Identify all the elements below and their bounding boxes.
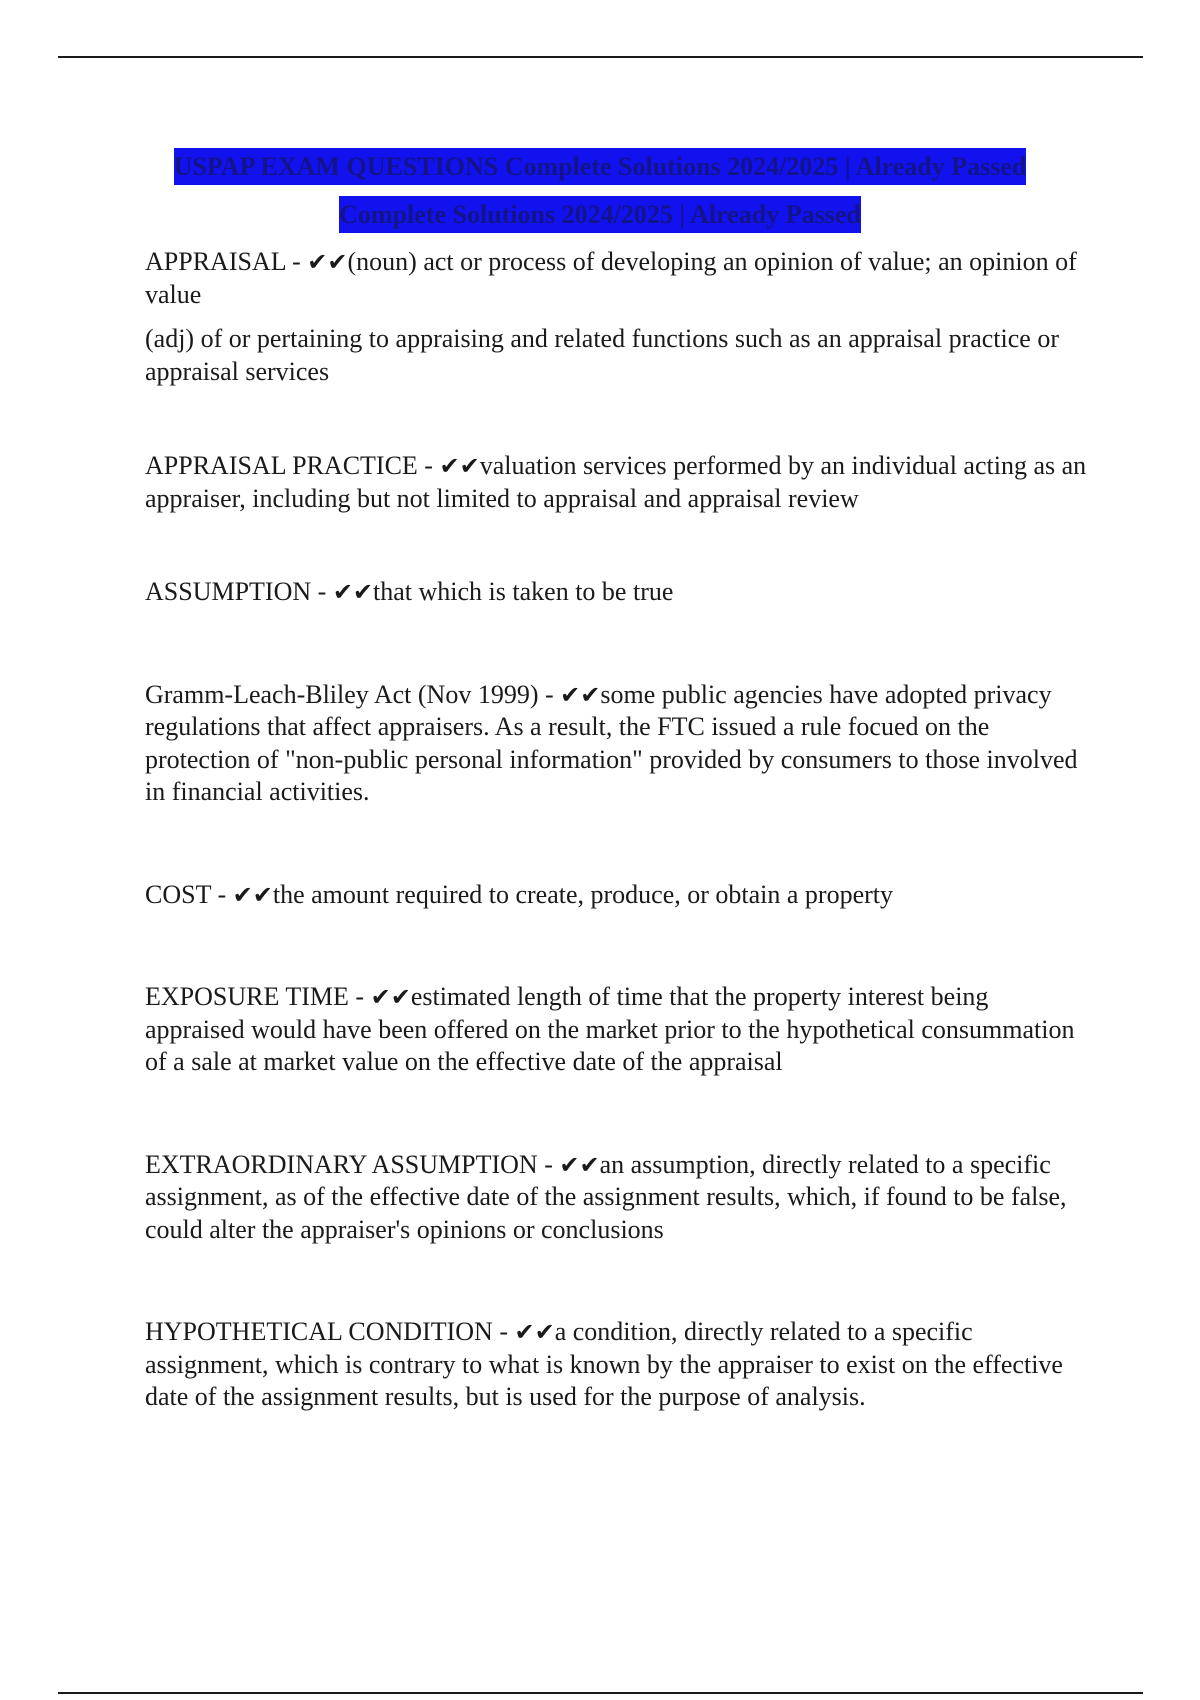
term-label: COST - <box>145 879 227 909</box>
terms-list <box>145 246 1090 1414</box>
document-title <box>0 143 1200 239</box>
double-check-icon: ✔✔ <box>514 1318 555 1346</box>
double-check-icon: ✔✔ <box>332 578 374 606</box>
term-label: EXPOSURE TIME - <box>145 982 365 1011</box>
double-check-icon: ✔✔ <box>439 452 480 480</box>
double-check-icon: ✔✔ <box>560 680 601 709</box>
double-check-icon: ✔✔ <box>559 1150 600 1179</box>
term-definition: some public agencies have adopted privacy regulations that affect appraisers. As a result, the FTC issued a rule focued on the protection of "non-public personal information" provided by consumers to those involved in financial activities. <box>145 679 1078 806</box>
term-definition: an assumption, directly related to a specific assignment, as of the effective date of the assignment results, which, if found to be false, could alter the appraiser's opinions or conclusions <box>145 1149 1067 1244</box>
double-check-icon: ✔✔ <box>307 248 348 276</box>
term-definition: a condition, directly related to a specific assignment, which is contrary to what is known by the appraiser to exist on the effective date of the assignment results, but is used for the purpose of analysis. <box>145 1317 1063 1411</box>
term-label: EXTRAORDINARY ASSUMPTION - <box>145 1149 553 1179</box>
term-definition: estimated length of time that the property interest being appraised would have been offered on the market prior to the hypothetical consummation of a sale at market value on the effective date of the appraisal <box>145 982 1075 1076</box>
term-definition: that which is taken to be true <box>373 577 674 606</box>
term-entry-hypothetical-condition <box>145 1316 1090 1414</box>
term-definition: (noun) act or process of developing an opinion of value; an opinion of value <box>145 247 1077 309</box>
term-label: ASSUMPTION - <box>145 577 327 606</box>
term-entry-extraordinary-assumption <box>145 1149 1090 1247</box>
term-label: APPRAISAL - <box>145 247 301 276</box>
term-entry-appraisal-adj: (adj) of or pertaining to appraising and related functions such as an appraisal practice or appraisal services <box>145 324 1059 386</box>
double-check-icon: ✔✔ <box>370 983 411 1011</box>
title-line-2: Complete Solutions 2024/2025 | Already Passed <box>339 196 861 233</box>
term-entry-assumption <box>145 576 1090 609</box>
term-label: HYPOTHETICAL CONDITION - <box>145 1317 508 1346</box>
term-entry-appraisal-practice <box>145 450 1090 515</box>
title-line-1: USPAP EXAM QUESTIONS Complete Solutions 2024/2025 | Already Passed <box>174 148 1027 185</box>
double-check-icon: ✔✔ <box>232 880 273 909</box>
term-entry-appraisal <box>145 246 1090 311</box>
term-definition: valuation services performed by an individual acting as an appraiser, including but not limited to appraisal and appraisal review <box>145 451 1087 513</box>
term-definition: the amount required to create, produce, or obtain a property <box>272 879 894 909</box>
term-entry-cost <box>145 879 1090 912</box>
term-entry-exposure-time <box>145 981 1090 1079</box>
term-label: APPRAISAL PRACTICE - <box>145 451 433 480</box>
term-label: Gramm-Leach-Bliley Act (Nov 1999) - <box>145 679 554 709</box>
term-entry-gramm-leach-bliley <box>145 679 1090 809</box>
top-rule <box>58 56 1143 58</box>
bottom-rule <box>58 1692 1143 1694</box>
